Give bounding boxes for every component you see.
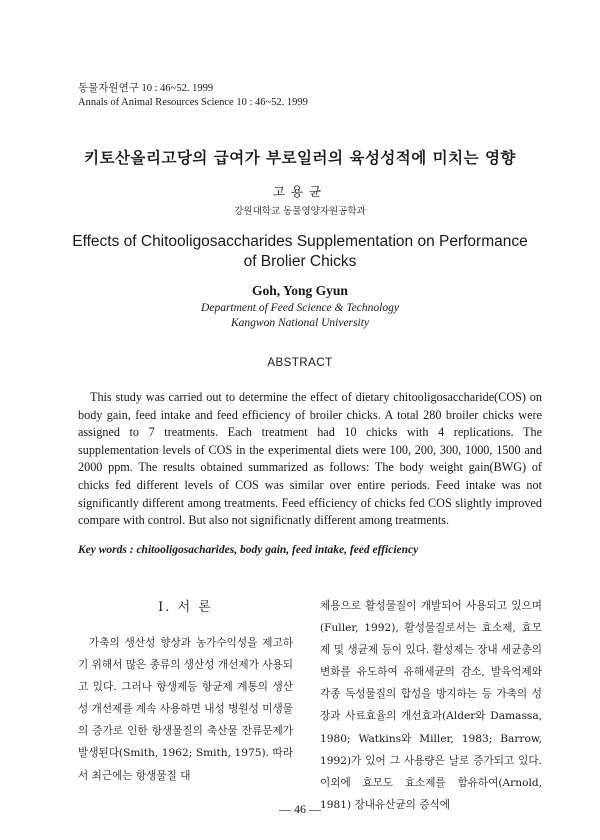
page-number: ― 46 ― [279, 802, 321, 816]
abstract-heading: ABSTRACT [267, 357, 333, 369]
journal-header-korean: 동물자원연구 10 : 46~52. 1999 [78, 83, 214, 94]
affiliation-korean: 강원대학교 동물영양자원공학과 [234, 206, 366, 217]
university-name: Kangwon National University [231, 317, 369, 329]
journal-header [78, 82, 308, 110]
introduction-left-column: 가축의 생산성 향상과 농가수익성을 제고하기 위해서 많은 종류의 생산성 개선제가 사용되고 있다. 그러나 항생제등 항균제 계통의 생산성 개선제를 계속 사용하면 내성 병원성 미생물의 증가로 인한 항생물질의 축산물 잔류문제가 발생된다(Smith, 1962; Smith, 1975). 따라서 최근에는 항생물질 대 [78, 637, 293, 782]
paper-title-english: Effects of Chitooligosaccharides Supplementation on Performance of Brolier Chicks [72, 233, 528, 270]
author-name-korean: 고용균 [272, 184, 328, 199]
author-name-english: Goh, Yong Gyun [252, 283, 348, 298]
section-heading-introduction: Ⅰ. 서 론 [158, 600, 213, 615]
abstract-body: This study was carried out to determine the effect of dietary chitooligosaccharide(COS) on body gain, feed intake and feed efficiency of broiler chicks. A total 280 broiler chicks were assigned to 7 treatments. Each treatment had 10 chicks with 4 replications. The supplementation levels of COS in the experimental diets were 100, 200, 300, 1000, 1500 and 2000 ppm. The results obtained summarized as follows: The body weight gain(BWG) of chicks fed different levels of COS was similar over entire periods. Feed intake was not significantly different among treatments. Feed efficiency of chicks fed COS slightly improved compare with control. But also not significnatly different among treatments. [78, 390, 542, 528]
department-name: Department of Feed Science & Technology [201, 302, 399, 314]
affiliation-english [0, 301, 600, 331]
keywords-line: Key words : chitooligosacharides, body gain, feed intake, feed efficiency [78, 544, 419, 556]
paper-title-korean: 키토산올리고당의 급여가 부로일러의 육성성적에 미치는 영향 [84, 149, 516, 167]
journal-header-english: Annals of Animal Resources Science 10 : 46~52. 1999 [78, 97, 308, 108]
introduction-right-column: 체용으로 활성물질이 개발되어 사용되고 있으며(Fuller, 1992), 활성물질로서는 효소제, 효모제 및 생균제 등이 있다. 활성제는 장내 세균총의 변화를 유도하여 유해세균의 감소, 발육억제와 각종 독성물질의 합성을 방지하는 등 가축의 성장과 사료효율의 개선효과(Alder와 Damassa, 1980; Watkins와 Miller, 1983; Barrow, 1992)가 있어 그 사용량은 날로 증가되고 있다. 이외에 효모도 효소제를 함유하여(Arnold, 1981) 장내유산균의 증식에 [320, 600, 542, 811]
